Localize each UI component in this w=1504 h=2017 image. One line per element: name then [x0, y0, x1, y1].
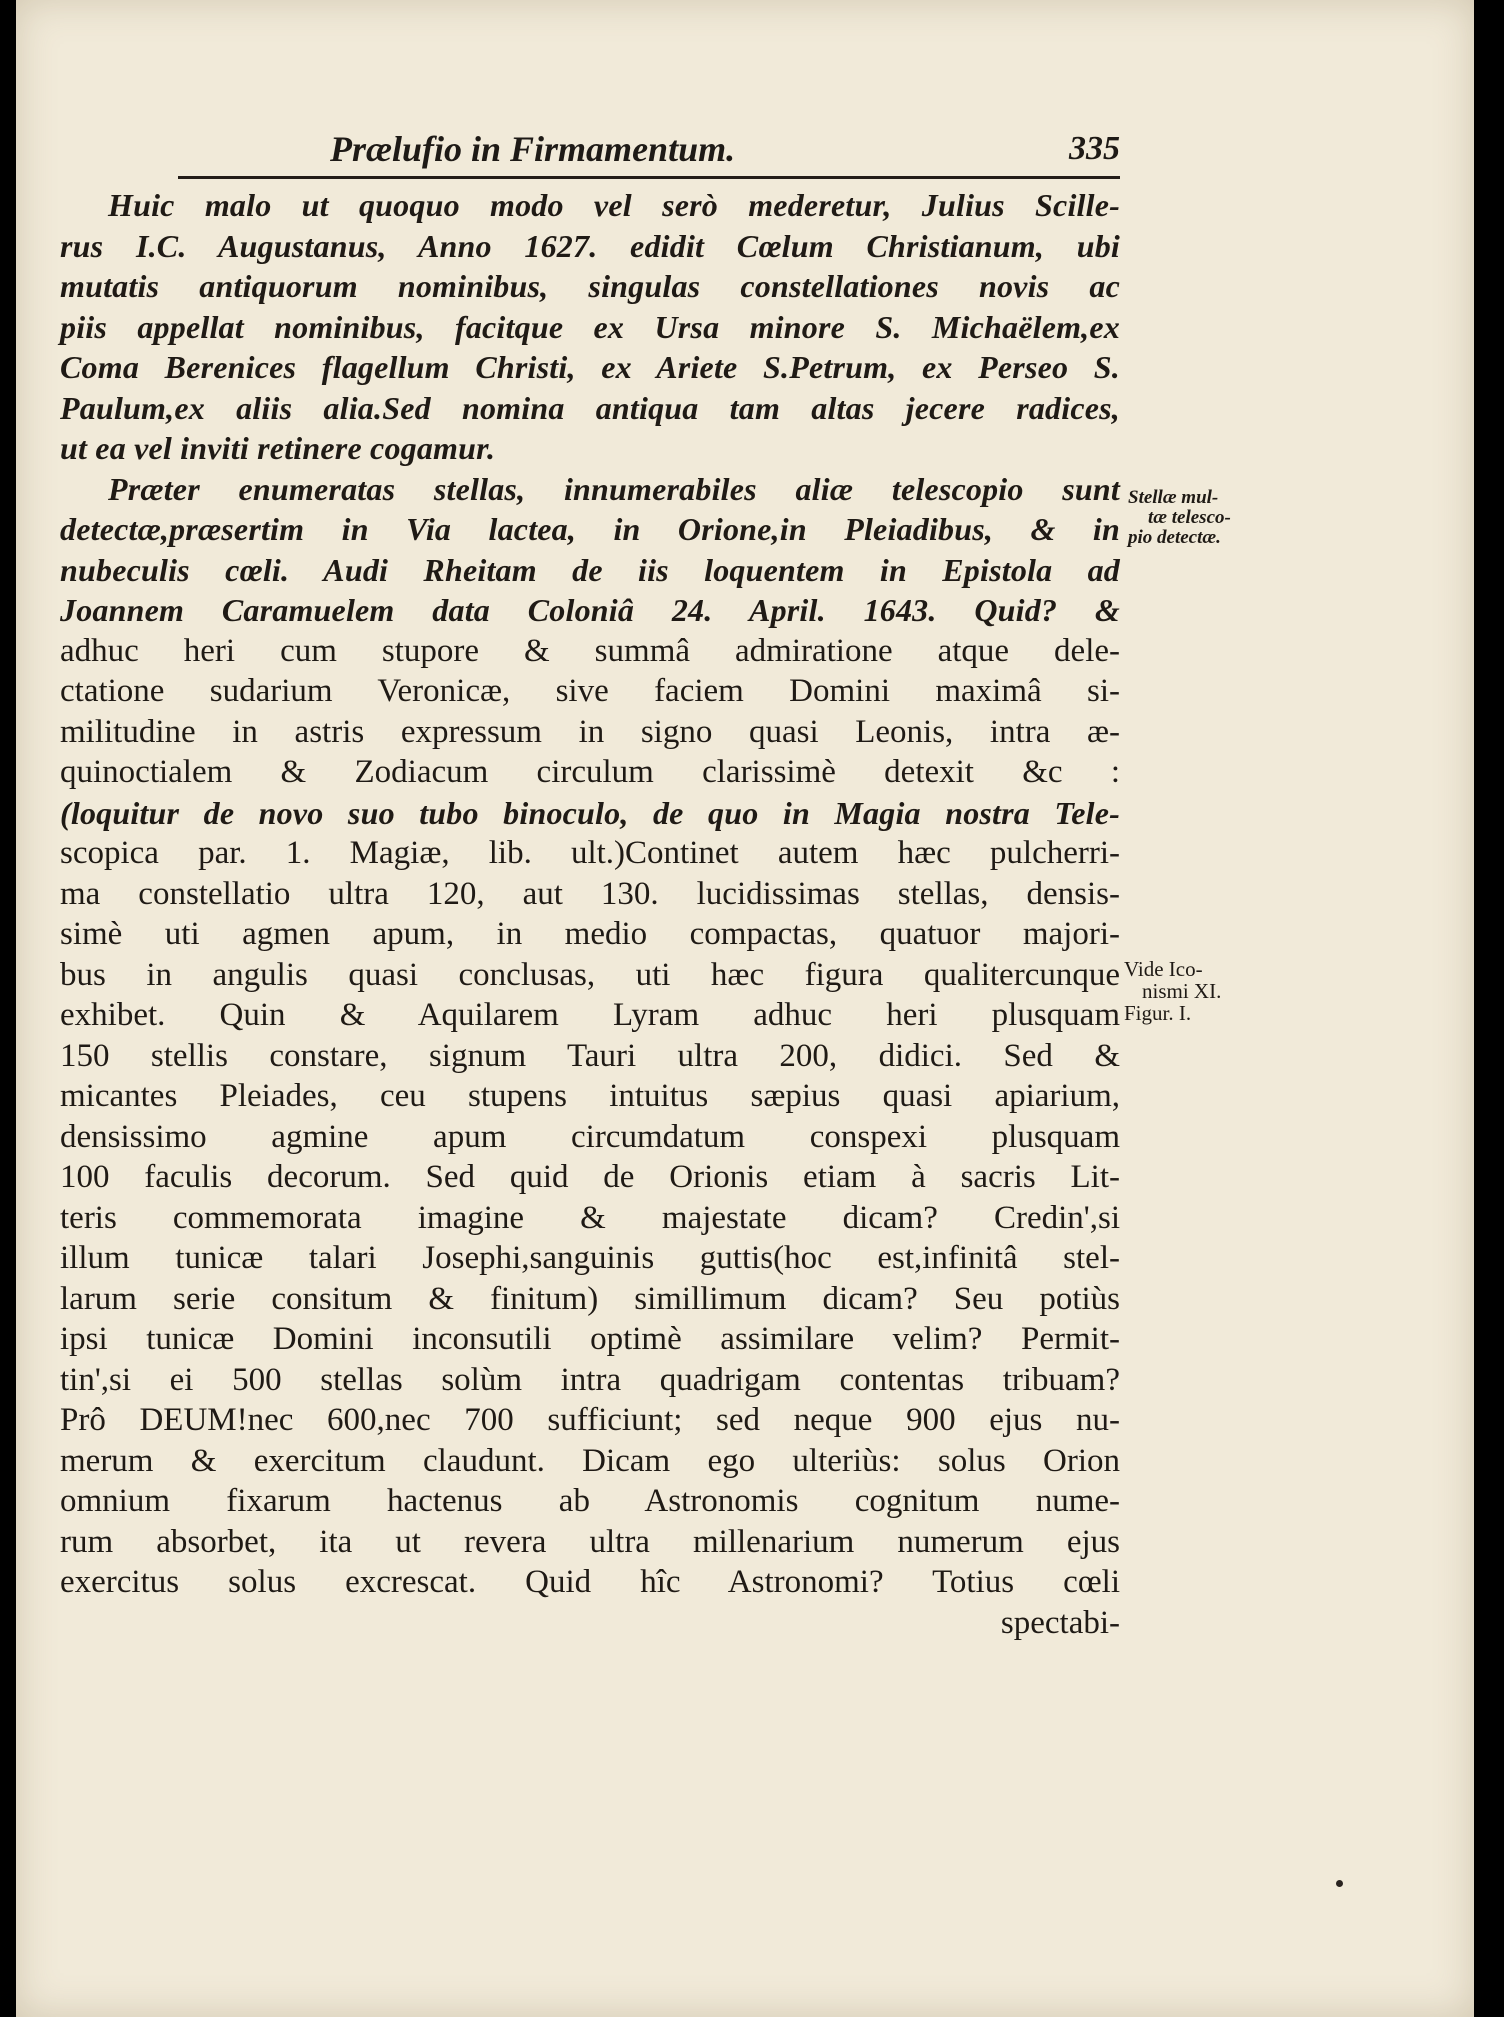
text-line: bus in angulis quasi conclusas, uti hæc figura qualitercunque: [60, 956, 1120, 993]
page-number: 335: [1069, 130, 1120, 167]
dark-margin: [1474, 0, 1504, 2017]
running-title: Prælufio in Firmamentum.: [330, 129, 736, 169]
text-line: ut ea vel inviti retinere cogamur.: [60, 430, 496, 466]
margin-note-line: tæ telesco-: [1148, 507, 1231, 528]
text-line: 100 faculis decorum. Sed quid de Orionis etiam à sacris Lit-: [60, 1159, 1120, 1195]
text-line: omnium fixarum hactenus ab Astronomis cognitum nume-: [60, 1483, 1120, 1519]
text-line: Prô DEUM!nec 600,nec 700 sufficiunt; sed neque 900 ejus nu-: [60, 1402, 1120, 1438]
margin-note-line: Vide Ico-: [1124, 957, 1203, 981]
text-line: micantes Pleiades, ceu stupens intuitus sæpius quasi apiarium,: [60, 1078, 1120, 1114]
text-line: densissimo agmine apum circumdatum conspexi plusquam: [60, 1118, 1120, 1155]
margin-note-telescope: [1128, 488, 1258, 548]
text-line: 150 stellis constare, signum Tauri ultra 200, didici. Sed &: [60, 1037, 1120, 1074]
text-line: teris commemorata imagine & majestate dicam? Credin',si: [60, 1199, 1120, 1236]
text-line: simè uti agmen apum, in medio compactas, quatuor majori-: [60, 916, 1120, 952]
text-line: Joannem Caramuelem data Coloniâ 24. April. 1643. Quid? &: [60, 592, 1120, 628]
text-line: quinoctialem & Zodiacum circulum clarissimè detexit &c :: [60, 754, 1120, 790]
text-line: Paulum,ex aliis alia.Sed nomina antiqua tam altas jecere radices,: [60, 389, 1120, 426]
text-line: rus I.C. Augustanus, Anno 1627. edidit Cœlum Christianum, ubi: [60, 227, 1120, 264]
header-rule: [178, 176, 1120, 179]
margin-note-line: nismi XI.: [1142, 979, 1222, 1003]
text-line: Præter enumeratas stellas, innumerabiles aliæ telescopio sunt: [108, 470, 1120, 507]
margin-note-line: Stellæ mul-: [1128, 487, 1219, 508]
text-line: exhibet. Quin & Aquilarem Lyram adhuc heri plusquam: [60, 997, 1120, 1033]
text-line: adhuc heri cum stupore & summâ admiratione atque dele-: [60, 632, 1120, 669]
text-line: Huic malo ut quoquo modo vel serò mederetur, Julius Scille-: [108, 187, 1120, 223]
text-line: mutatis antiquorum nominibus, singulas constellationes novis ac: [60, 268, 1120, 304]
text-line: Coma Berenices flagellum Christi, ex Ariete S.Petrum, ex Perseo S.: [60, 349, 1120, 385]
text-line: scopica par. 1. Magiæ, lib. ult.)Continet autem hæc pulcherri-: [60, 835, 1120, 871]
margin-note-line: pio detectæ.: [1128, 527, 1221, 548]
text-line: rum absorbet, ita ut revera ultra millenarium numerum ejus: [60, 1523, 1120, 1560]
text-line: militudine in astris expressum in signo quasi Leonis, intra æ-: [60, 713, 1120, 750]
text-line: detectæ,præsertim in Via lactea, in Orione,in Pleiadibus, & in: [60, 511, 1120, 547]
text-line: ma constellatio ultra 120, aut 130. lucidissimas stellas, densis-: [60, 875, 1120, 912]
margin-note-line: Figur. I.: [1124, 1001, 1192, 1025]
text-line: (loquitur de novo suo tubo binoculo, de quo in Magia nostra Tele-: [60, 794, 1120, 831]
text-line: piis appellat nominibus, facitque ex Ursa minore S. Michaëlem,ex: [60, 308, 1120, 345]
text-line: illum tunicæ talari Josephi,sanguinis guttis(hoc est,infinitâ stel-: [60, 1240, 1120, 1276]
text-line: ctatione sudarium Veronicæ, sive faciem Domini maximâ si-: [60, 673, 1120, 709]
ink-speck: [1336, 1880, 1343, 1887]
catchword: spectabi-: [1000, 1604, 1120, 1641]
body-text: [60, 185, 1120, 1643]
margin-note-figure: [1124, 958, 1254, 1024]
running-head: [330, 128, 1120, 174]
text-line: ipsi tunicæ Domini inconsutili optimè assimilare velim? Permit-: [60, 1321, 1120, 1357]
text-line: larum serie consitum & finitum) simillimum dicam? Seu potiùs: [60, 1280, 1120, 1317]
text-line: tin',si ei 500 stellas solùm intra quadrigam contentas tribuam?: [60, 1361, 1120, 1398]
text-line: merum & exercitum claudunt. Dicam ego ulteriùs: solus Orion: [60, 1442, 1120, 1479]
text-line: exercitus solus excrescat. Quid hîc Astronomi? Totius cœli: [60, 1564, 1120, 1600]
text-line: nubeculis cœli. Audi Rheitam de iis loquentem in Epistola ad: [60, 551, 1120, 588]
